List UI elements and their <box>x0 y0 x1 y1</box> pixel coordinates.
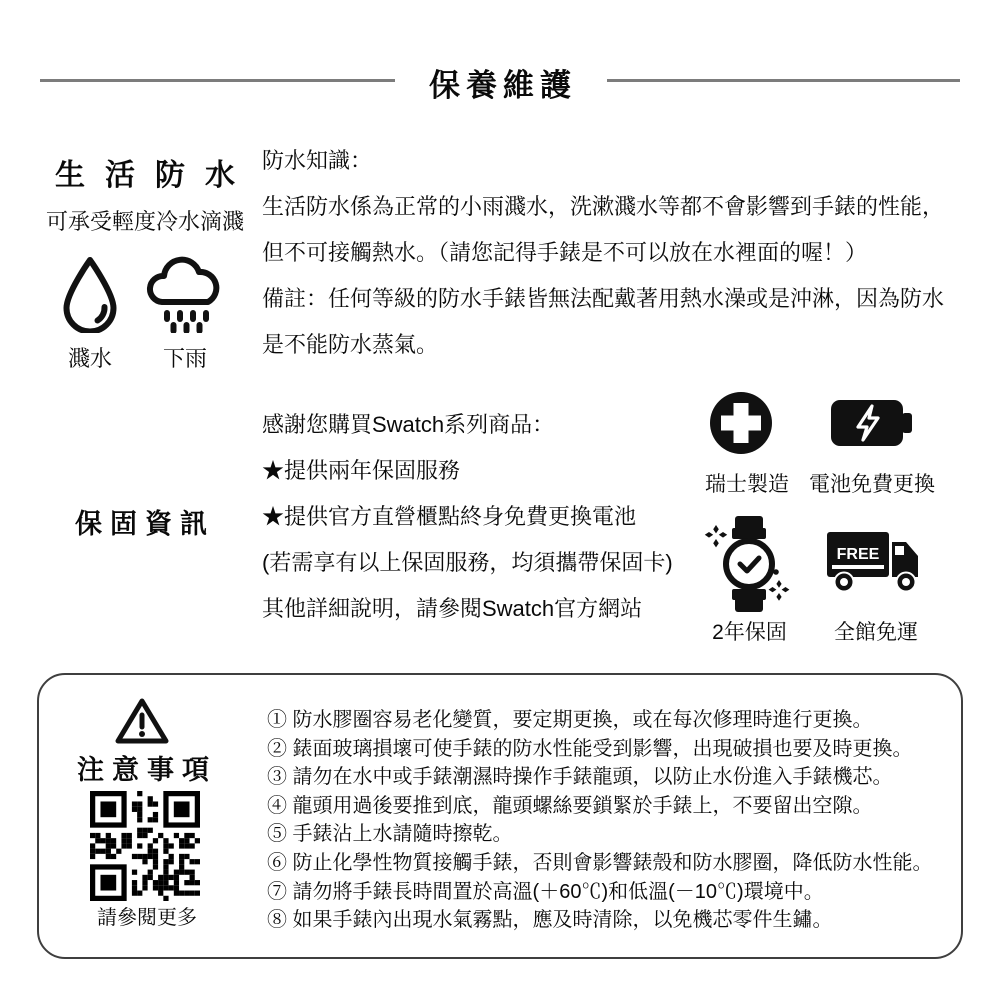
warranty-text-line: 感謝您購買Swatch系列商品： <box>262 412 555 437</box>
notice-items <box>267 706 933 935</box>
swiss-cross-icon <box>710 392 772 454</box>
badge-label-2year-warranty: 2年保固 <box>712 621 787 644</box>
notice-item: ② 錶面玻璃損壞可使手錶的防水性能受到影響，出現破損也要及時更換。 <box>267 737 913 760</box>
notice-item: ⑤ 手錶沾上水請隨時擦乾。 <box>267 823 513 846</box>
water-drop-label: 濺水 <box>67 346 112 371</box>
waterproof-knowledge-text <box>262 138 944 368</box>
waterproof-text-line: 是不能防水蒸氣。 <box>262 332 439 357</box>
notice-item: ③ 請勿在水中或手錶潮濕時操作手錶龍頭，以防止水份進入手錶機芯。 <box>267 766 893 789</box>
badge-label-battery-replacement: 電池免費更換 <box>809 473 935 496</box>
qr-caption: 請參閱更多 <box>97 907 197 929</box>
delivery-truck-icon <box>826 531 926 593</box>
page-title: 保養維護 <box>429 68 577 103</box>
notice-item: ④ 龍頭用過後要推到底，龍頭螺絲要鎖緊於手錶上，不要留出空隙。 <box>267 794 873 817</box>
warranty-heading: 保固資訊 <box>75 509 215 539</box>
warranty-text-line: (若需享有以上保固服務，均須攜帶保固卡) <box>262 550 673 575</box>
waterproof-text-line: 但不可接觸熱水。（請您記得手錶是不可以放在水裡面的喔！） <box>262 240 868 265</box>
notice-item: ⑥ 防止化學性物質接觸手錶，否則會影響錶殼和防水膠圈，降低防水性能。 <box>267 851 933 874</box>
rain-cloud-label: 下雨 <box>162 346 207 371</box>
knowledge-title: 防水知識： <box>262 148 373 173</box>
warranty-text-line: ★提供官方直營櫃點終身免費更換電池 <box>262 504 637 529</box>
waterproof-text-line: 生活防水係為正常的小雨濺水，洗漱濺水等都不會影響到手錶的性能， <box>262 194 945 219</box>
rain-cloud-icon <box>141 256 229 333</box>
badge-label-swiss-made: 瑞士製造 <box>705 473 789 496</box>
warranty-text-line: 其他詳細說明，請參閱Swatch官方網站 <box>262 596 643 621</box>
notice-item: ⑦ 請勿將手錶長時間置於高溫(＋60℃)和低溫(－10℃)環境中。 <box>267 880 824 903</box>
watch-icon <box>703 514 795 614</box>
life-waterproof-panel <box>40 150 255 373</box>
badge-label-free-shipping: 全館免運 <box>834 621 918 644</box>
notice-box <box>37 673 963 959</box>
life-waterproof-heading: 生活防水 <box>55 159 255 192</box>
truck-free-text: FREE <box>836 546 880 563</box>
water-drop-icon <box>61 256 119 333</box>
qr-code <box>90 791 200 901</box>
notice-heading: 注意事項 <box>77 755 217 785</box>
notice-item: ① 防水膠圈容易老化變質，要定期更換，或在每次修理時進行更換。 <box>267 709 873 731</box>
title-divider-right <box>607 79 960 82</box>
warranty-text-line: ★提供兩年保固服務 <box>262 458 461 483</box>
waterproof-text-line: 備註：任何等級的防水手錶皆無法配戴著用熱水澡或是沖淋，因為防水 <box>262 286 945 311</box>
notice-item: ⑧ 如果手錶內出現水氣霧點，應及時清除，以免機芯零件生鏽。 <box>267 909 833 932</box>
life-waterproof-subheading: 可承受輕度冷水滴濺 <box>45 209 244 234</box>
battery-lightning-icon <box>831 397 913 449</box>
warranty-text <box>262 402 673 632</box>
